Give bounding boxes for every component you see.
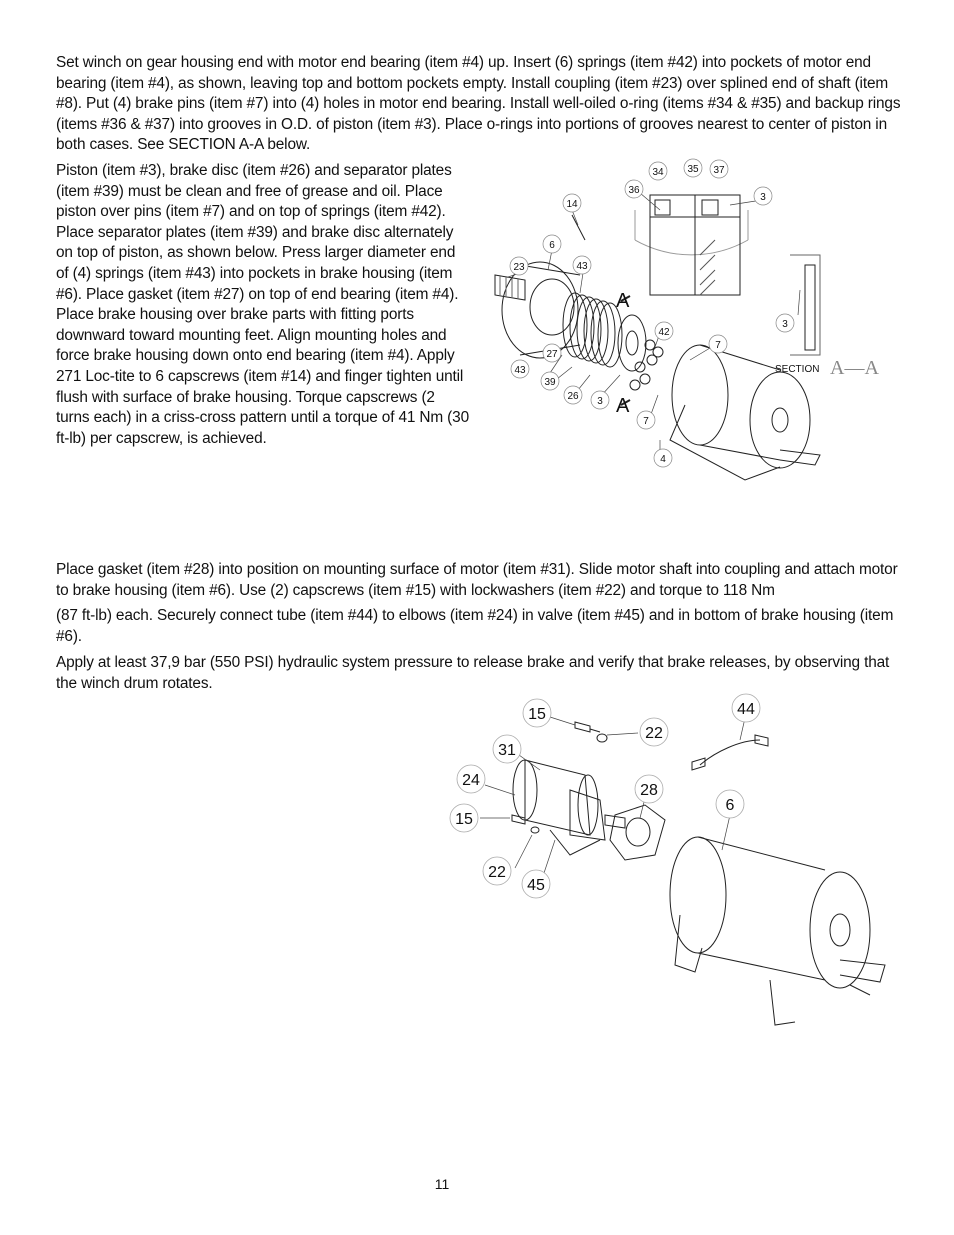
callout-3-top: 3 xyxy=(760,192,766,203)
instruction-paragraph-1: Set winch on gear housing end with motor end bearing (item #4) up. Insert (6) springs (item #42) into pockets of motor end bearing (item #4), as shown, leaving top and bottom pockets empty. Install coupling (item #23) over splined end of shaft (item #8). Put (4) brake pins (item #7) into (4) holes in motor end bearing. Install well-oiled o-ring (items #34 & #35) and backup rings (items #36 & #37) into grooves in O.D. of piston (item #3). Place o-rings into portions of grooves nearest to center of piston in both cases. See SECTION A-A below. xyxy=(56,54,901,154)
instruction-paragraph-5: Apply at least 37,9 bar (550 PSI) hydraulic system pressure to release brake and verify that brake releases, by observing that the winch drum rotates. xyxy=(56,654,890,692)
callout-26: 26 xyxy=(567,391,579,402)
callout-22-bottom: 22 xyxy=(488,864,506,881)
section-cut-marker-top: A xyxy=(616,290,630,312)
callout-34: 34 xyxy=(652,167,664,178)
callout-15-top: 15 xyxy=(528,706,546,723)
callout-27: 27 xyxy=(546,349,558,360)
callout-43-top: 43 xyxy=(576,261,588,272)
section-cut-marker-bottom: A xyxy=(616,395,630,417)
callout-31: 31 xyxy=(498,742,516,759)
callout-3-bottom: 3 xyxy=(597,396,603,407)
callout-44: 44 xyxy=(737,701,755,718)
callout-45: 45 xyxy=(527,877,545,894)
callout-36: 36 xyxy=(628,185,640,196)
callout-15-bottom: 15 xyxy=(455,811,473,828)
callout-39: 39 xyxy=(544,377,556,388)
page-number: 11 xyxy=(434,1176,450,1192)
motor-mounting-diagram xyxy=(440,690,910,1030)
callout-6: 6 xyxy=(725,797,735,814)
callout-7-bottom: 7 xyxy=(643,416,649,427)
callout-42: 42 xyxy=(658,327,670,338)
callout-24: 24 xyxy=(462,772,480,789)
callout-23: 23 xyxy=(513,262,525,273)
instruction-paragraph-3: Place gasket (item #28) into position on mounting surface of motor (item #31). Slide motor shaft into coupling and attach motor to brake housing (item #6). Use (2) capscrews (item #15) with lockwashers (item #22) and torque to 118 Nm xyxy=(56,561,898,599)
callout-35: 35 xyxy=(687,164,699,175)
callout-3-section: 3 xyxy=(782,319,788,330)
instruction-paragraph-2: Piston (item #3), brake disc (item #26) and separator plates (item #39) must be clean and free of grease and oil. Place piston over pins (item #7) and on top of springs (item #42). Place separator plates (item #39) and brake disc alternately on top of piston, as shown below. Press larger diameter end of (4) springs (item #43) into pockets in brake housing (item #6). Place gasket (item #27) on top of end bearing (item #4). Place brake housing over brake parts with fitting ports downward toward mounting feet. Align mounting holes and force brake housing down onto end bearing (item #4). Apply 271 Loc-tite to 6 capscrews (item #14) and finger tighten until flush with surface of brake housing. Torque capscrews (2 turns each) in a criss-cross pattern until a torque of 41 Nm (30 ft-lb) per capscrew, is achieved. xyxy=(56,162,469,447)
callout-6: 6 xyxy=(549,240,555,251)
callout-37: 37 xyxy=(713,165,725,176)
callout-43-bottom: 43 xyxy=(514,365,526,376)
instruction-paragraph-4: (87 ft-lb) each. Securely connect tube (item #44) to elbows (item #24) in valve (item #45) and in bottom of brake housing (item #6). xyxy=(56,607,894,645)
section-label: SECTION xyxy=(775,364,820,375)
callout-7-top: 7 xyxy=(715,340,721,351)
callout-28: 28 xyxy=(640,782,658,799)
callout-22-top: 22 xyxy=(645,725,663,742)
callout-4: 4 xyxy=(660,454,666,465)
brake-assembly-diagram xyxy=(480,155,920,495)
callout-14: 14 xyxy=(566,199,578,210)
section-aa-label: A—A xyxy=(830,357,879,379)
